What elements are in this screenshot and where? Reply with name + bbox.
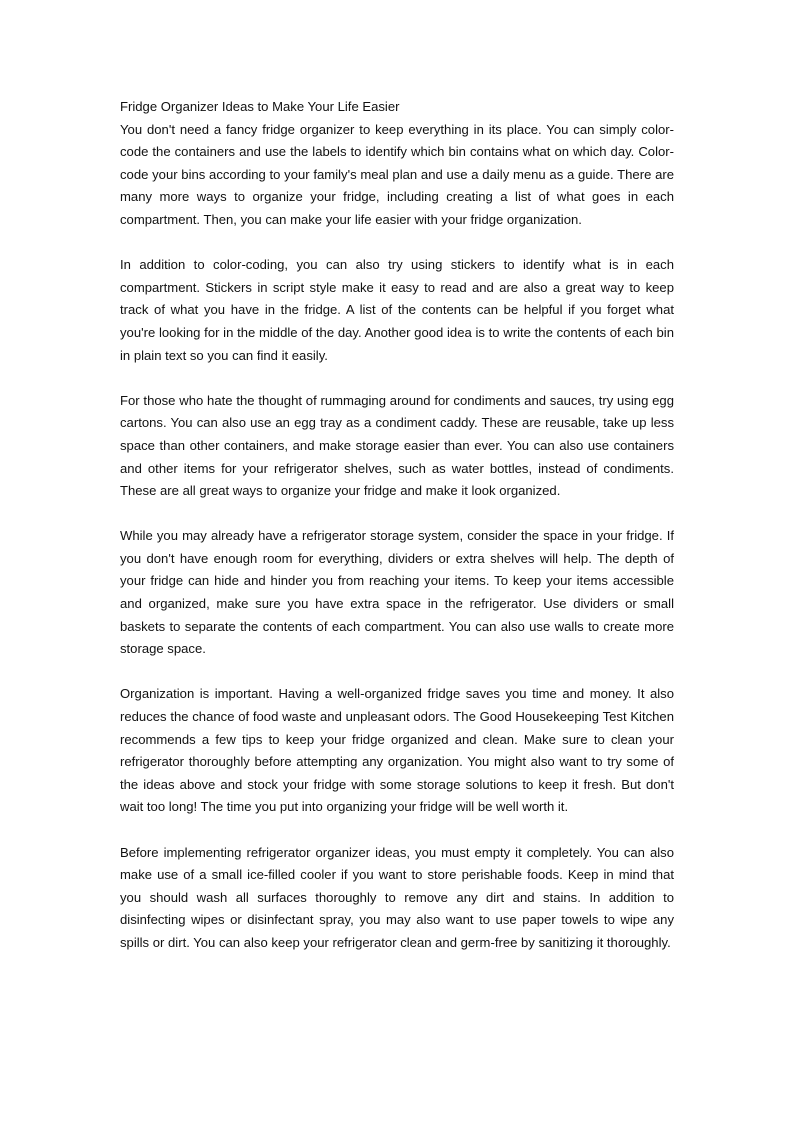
paragraph-6: Before implementing refrigerator organizer ideas, you must empty it completely. You can also make use of a small ice-filled cooler if you want to store perishable foods. Keep in mind that you should wash all surfaces thoroughly to remove any dirt and stains. In addition to disinfecting wipes or disinfectant spray, you may also want to use paper towels to wipe any spills or dirt. You can also keep your refrigerator clean and germ-free by sanitizing it thoroughly. [120,844,674,950]
document-title: Fridge Organizer Ideas to Make Your Life Easier [120,99,400,114]
paragraph-3: For those who hate the thought of rummaging around for condiments and sauces, try using egg cartons. You can also use an egg tray as a condiment caddy. These are reusable, take up less space than other containers, and make storage easier than ever. You can also use containers and other items for your refrigerator shelves, such as water bottles, instead of condiments. These are all great ways to organize your fridge and make it look organized. [120,392,674,499]
paragraph-5: Organization is important. Having a well-organized fridge saves you time and money. It also reduces the chance of food waste and unpleasant odors. The Good Housekeeping Test Kitchen recommends a few tips to keep your fridge organized and clean. Make sure to clean your refrigerator thoroughly before attempting any organization. You might also want to try some of the ideas above and stock your fridge with some storage solutions to keep it fresh. But don't wait too long! The time you put into organizing your fridge will be well worth it. [120,686,674,815]
document-page [120,96,674,955]
paragraph-2: In addition to color-coding, you can also try using stickers to identify what is in each compartment. Stickers in script style make it easy to read and are also a great way to keep track of what you have in the fridge. A list of the contents can be helpful if you forget what you're looking for in the middle of the day. Another good idea is to write the contents of each bin in plain text so you can find it easily. [120,257,674,363]
paragraph-1: You don't need a fancy fridge organizer to keep everything in its place. You can simply color-code the containers and use the labels to identify which bin contains what on which day. Color-code your bins according to your family's meal plan and use a daily menu as a guide. There are many more ways to organize your fridge, including creating a list of what goes in each compartment. Then, you can make your life easier with your fridge organization. [120,121,674,227]
paragraph-4: While you may already have a refrigerator storage system, consider the space in your fridge. If you don't have enough room for everything, dividers or extra shelves will help. The depth of your fridge can hide and hinder you from reaching your items. To keep your items accessible and organized, make sure you have extra space in the refrigerator. Use dividers or small baskets to separate the contents of each compartment. You can also use walls to create more storage space. [120,528,674,657]
